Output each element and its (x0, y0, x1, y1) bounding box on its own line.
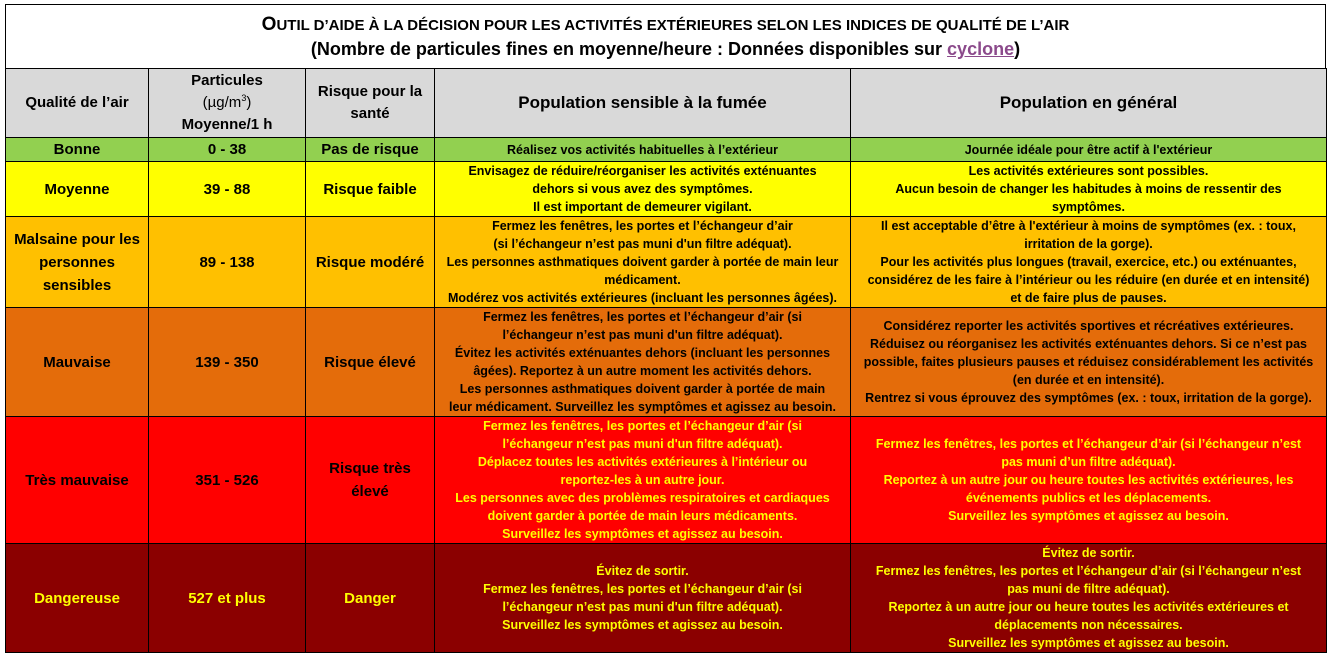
table-row (6, 308, 1327, 417)
advice-line: Réalisez vos activités habituelles à l’extérieur (507, 142, 778, 157)
title-subtitle-prefix: (Nombre de particules fines en moyenne/heure : Données disponibles sur (310, 39, 948, 59)
advice-line: dehors si vous avez des symptômes. (532, 182, 753, 196)
advice-line: irritation de la gorge). (1024, 237, 1153, 251)
advice-line: reportez-les à un autre jour. (560, 473, 725, 487)
advice-line: Fermez les fenêtres, les portes et l’échangeur d’air (si (483, 582, 802, 596)
advice-line: Fermez les fenêtres, les portes et l’échangeur d’air (492, 219, 793, 233)
range-cell: 39 - 88 (149, 162, 306, 217)
header-particles-unit (153, 92, 301, 114)
header-particles (149, 69, 306, 138)
advice-line: Reportez à un autre jour ou heure toutes les activités extérieures, les (883, 473, 1294, 487)
header-particles-label: Particules (191, 72, 263, 89)
document-title (5, 4, 1326, 68)
advice-line: Réduisez ou réorganisez les activités exténuantes dehors. Si ce n’est pas (870, 337, 1307, 351)
advice-line: événements publics et les déplacements. (965, 491, 1212, 505)
advice-line: Surveillez les symptômes et agissez au besoin. (948, 636, 1229, 650)
range-cell: 89 - 138 (149, 217, 306, 308)
table-row (6, 417, 1327, 544)
risk-cell: Risque élevé (306, 308, 435, 417)
air-quality-table (5, 68, 1327, 653)
advice-line: possible, faites plusieurs pauses et réduisez considérablement les activités (863, 355, 1314, 369)
advice-line: âgées). Reportez à un autre moment les activités dehors. (473, 364, 812, 378)
advice-line: Déplacez toutes les activités extérieures à l’intérieur ou (477, 455, 808, 469)
sensitive-advice-cell (435, 138, 851, 162)
unit-close: ) (246, 94, 252, 111)
advice-line: Évitez de sortir. (596, 564, 689, 578)
advice-line: Surveillez les symptômes et agissez au besoin. (948, 509, 1229, 523)
range-cell: 0 - 38 (149, 138, 306, 162)
advice-line: Les personnes avec des problèmes respiratoires et cardiaques (455, 491, 830, 505)
title-main-text: UTIL D’AIDE À LA DÉCISION POUR LES ACTIVITÉS EXTÉRIEURES SELON LES INDICES DE QUALITÉ DE L’AIR (276, 17, 1070, 34)
advice-line: Modérez vos activités extérieures (incluant les personnes âgées). (447, 291, 838, 305)
cyclone-link[interactable]: cyclone (947, 39, 1015, 59)
table-row (6, 162, 1327, 217)
header-risk: Risque pour la santé (306, 69, 435, 138)
advice-line: l’échangeur n’est pas muni d'un filtre adéquat). (502, 437, 783, 451)
unit-text: (µg/m (202, 94, 242, 111)
header-quality: Qualité de l’air (6, 69, 149, 138)
advice-line: Envisagez de réduire/réorganiser les activités exténuantes (468, 164, 817, 178)
title-subtitle-suffix: ) (1014, 39, 1021, 59)
sensitive-advice-cell (435, 544, 851, 653)
risk-cell: Risque faible (306, 162, 435, 217)
advice-line: (en durée et en intensité). (1012, 373, 1165, 387)
general-advice-cell (851, 217, 1327, 308)
header-particles-average: Moyenne/1 h (181, 116, 273, 133)
advice-line: Fermez les fenêtres, les portes et l’échangeur d’air (si l’échangeur n’est (875, 437, 1302, 451)
advice-line: doivent garder à portée de main leurs médicaments. (487, 509, 798, 523)
advice-line: Fermez les fenêtres, les portes et l’échangeur d’air (si (483, 310, 802, 324)
quality-cell: Moyenne (6, 162, 149, 217)
general-advice-cell (851, 162, 1327, 217)
title-line-1 (6, 5, 1325, 37)
advice-line: Il est acceptable d’être à l'extérieur à moins de symptômes (ex. : toux, (881, 219, 1296, 233)
range-cell: 139 - 350 (149, 308, 306, 417)
general-advice-cell (851, 417, 1327, 544)
advice-line: considérez de les faire à l’intérieur ou les réduire (en durée et en intensité) (867, 273, 1310, 287)
title-line-2 (6, 37, 1325, 61)
advice-line: Pour les activités plus longues (travail, exercice, etc.) ou exténuantes, (880, 255, 1297, 269)
risk-cell: Risque très élevé (306, 417, 435, 544)
advice-line: médicament. (604, 273, 681, 287)
advice-line: déplacements non nécessaires. (994, 618, 1183, 632)
unit-exponent: 3 (241, 93, 247, 103)
advice-line: Les activités extérieures sont possibles. (968, 164, 1209, 178)
risk-cell: Pas de risque (306, 138, 435, 162)
decision-tool-document (5, 4, 1326, 650)
advice-line: et de faire plus de pauses. (1010, 291, 1167, 305)
table-row (6, 138, 1327, 162)
advice-line: l’échangeur n’est pas muni d'un filtre adéquat). (502, 328, 783, 342)
sensitive-advice-cell (435, 308, 851, 417)
advice-line: Évitez de sortir. (1042, 546, 1135, 560)
advice-line: l’échangeur n’est pas muni d'un filtre adéquat). (502, 600, 783, 614)
advice-line: pas muni d’un filtre adéquat). (1001, 455, 1176, 469)
general-advice-cell (851, 544, 1327, 653)
general-advice-cell (851, 308, 1327, 417)
general-advice-cell (851, 138, 1327, 162)
advice-line: Rentrez si vous éprouvez des symptômes (ex. : toux, irritation de la gorge). (865, 391, 1312, 405)
table-row (6, 217, 1327, 308)
range-cell: 527 et plus (149, 544, 306, 653)
header-row (6, 69, 1327, 138)
advice-line: Les personnes asthmatiques doivent garder à portée de main (459, 382, 826, 396)
quality-cell: Très mauvaise (6, 417, 149, 544)
advice-line: Surveillez les symptômes et agissez au besoin. (502, 618, 783, 632)
range-cell: 351 - 526 (149, 417, 306, 544)
advice-line: Reportez à un autre jour ou heure toutes les activités extérieures et (888, 600, 1289, 614)
advice-line: Journée idéale pour être actif à l'extérieur (964, 142, 1213, 157)
header-general-population: Population en général (851, 69, 1327, 138)
advice-line: Considérez reporter les activités sportives et récréatives extérieures. (883, 319, 1294, 333)
sensitive-advice-cell (435, 417, 851, 544)
advice-line: Il est important de demeurer vigilant. (533, 200, 752, 214)
advice-line: pas muni de filtre adéquat). (1007, 582, 1170, 596)
advice-line: Aucun besoin de changer les habitudes à moins de ressentir des (895, 182, 1282, 196)
sensitive-advice-cell (435, 162, 851, 217)
advice-line: Surveillez les symptômes et agissez au besoin. (502, 527, 783, 541)
advice-line: Les personnes asthmatiques doivent garder à portée de main leur (446, 255, 839, 269)
quality-cell: Dangereuse (6, 544, 149, 653)
advice-line: Fermez les fenêtres, les portes et l’échangeur d’air (si l’échangeur n’est (875, 564, 1302, 578)
quality-cell: Malsaine pour les personnes sensibles (6, 217, 149, 308)
quality-cell: Bonne (6, 138, 149, 162)
quality-cell: Mauvaise (6, 308, 149, 417)
table-row (6, 544, 1327, 653)
advice-line: Évitez les activités exténuantes dehors (incluant les personnes (454, 346, 831, 360)
title-initial: O (261, 14, 277, 35)
advice-line: leur médicament. Surveillez les symptômes et agissez au besoin. (449, 400, 836, 414)
advice-line: (si l’échangeur n’est pas muni d'un filtre adéquat). (493, 237, 792, 251)
risk-cell: Risque modéré (306, 217, 435, 308)
advice-line: symptômes. (1052, 200, 1125, 214)
sensitive-advice-cell (435, 217, 851, 308)
risk-cell: Danger (306, 544, 435, 653)
advice-line: Fermez les fenêtres, les portes et l’échangeur d’air (si (483, 419, 802, 433)
header-sensitive-population: Population sensible à la fumée (435, 69, 851, 138)
